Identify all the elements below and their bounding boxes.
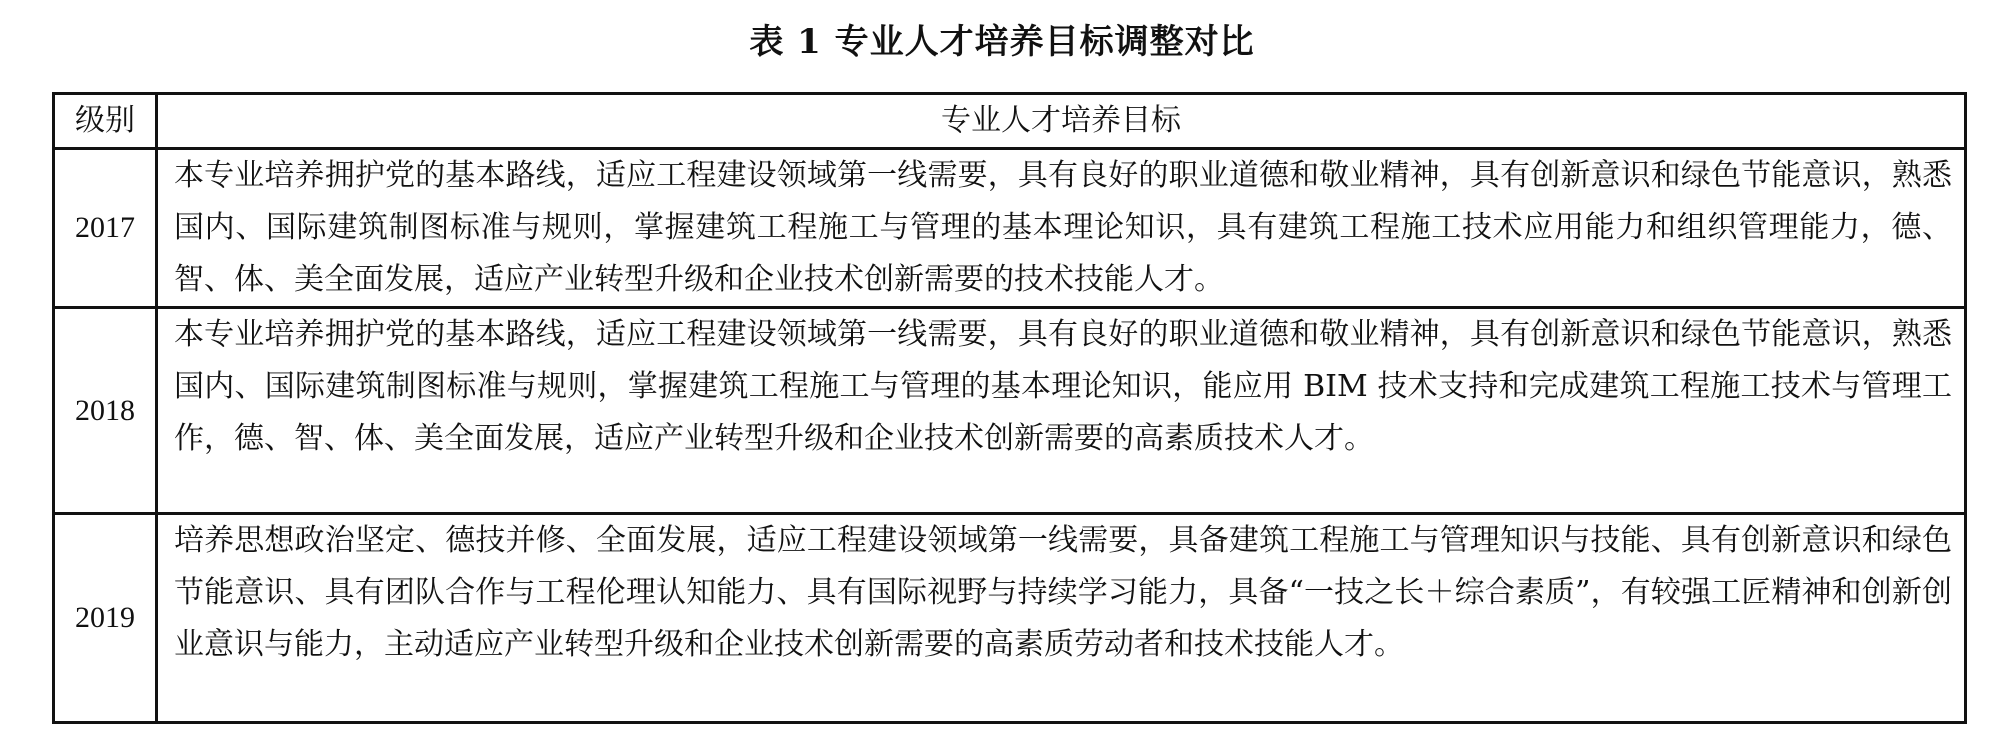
header-goal: 专业人才培养目标 [157,94,1966,149]
table-row [54,308,1966,514]
table-header-row [54,94,1966,149]
table-row [54,514,1966,723]
row-goal-2018: 本专业培养拥护党的基本路线，适应工程建设领域第一线需要，具有良好的职业道德和敬业精神，具有创新意识和绿色节能意识，熟悉国内、国际建筑制图标准与规则，掌握建筑工程施工与管理的基本理论知识，能应用 BIM 技术支持和完成建筑工程施工技术与管理工作，德、智、体、美全面发展，适应产业转型升级和企业技术创新需要的高素质技术人才。 [157,308,1966,514]
row-level-2017: 2017 [54,149,157,308]
row-goal-2017: 本专业培养拥护党的基本路线，适应工程建设领域第一线需要，具有良好的职业道德和敬业精神，具有创新意识和绿色节能意识，熟悉国内、国际建筑制图标准与规则，掌握建筑工程施工与管理的基本理论知识，具有建筑工程施工技术应用能力和组织管理能力，德、智、体、美全面发展，适应产业转型升级和企业技术创新需要的技术技能人才。 [157,149,1966,308]
table-row [54,149,1966,308]
row-level-2018: 2018 [54,308,157,514]
table-caption: 表 1 专业人才培养目标调整对比 [749,22,1255,62]
header-level: 级别 [54,94,157,149]
row-level-2019: 2019 [54,514,157,723]
row-goal-2019: 培养思想政治坚定、德技并修、全面发展，适应工程建设领域第一线需要，具备建筑工程施工与管理知识与技能、具有创新意识和绿色节能意识、具有团队合作与工程伦理认知能力、具有国际视野与持续学习能力，具备“一技之长＋综合素质”，有较强工匠精神和创新创业意识与能力，主动适应产业转型升级和企业技术创新需要的高素质劳动者和技术技能人才。 [157,514,1966,723]
goals-comparison-table [52,92,1967,724]
